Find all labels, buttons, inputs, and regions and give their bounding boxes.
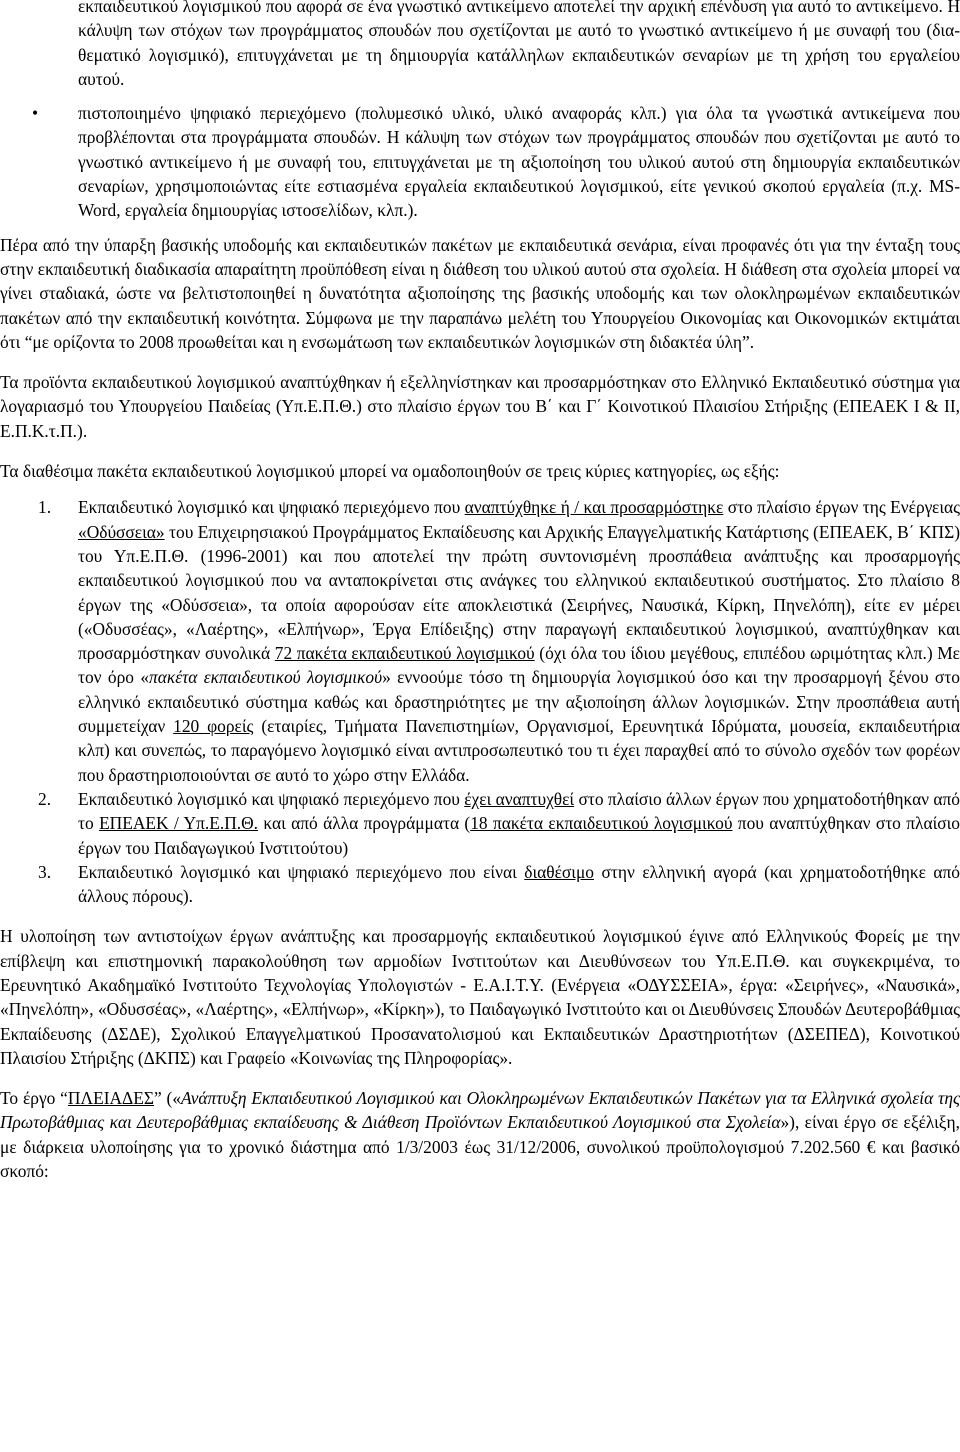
numbered-item-market xyxy=(38,860,960,909)
paragraph-products: Τα προϊόντα εκπαιδευτικού λογισμικού αναπτύχθηκαν ή εξελληνίστηκαν και προσαρμόστηκαν στο Ελληνικό Εκπαιδευτικό σύστημα για λογαριασμό του Υπουργείου Παιδείας (Υπ.Ε.Π.Θ.) στο πλαίσιο έργων του Β΄ και Γ΄ Κοινοτικού Πλαισίου Στήριξης (ΕΠΕΑΕΚ Ι & ΙΙ, Ε.Π.Κ.τ.Π.). xyxy=(0,372,960,441)
bullet-item xyxy=(78,0,960,91)
item-text: Εκπαιδευτικό λογισμικό και ψηφιακό περιεχόμενο που είναι xyxy=(78,861,525,882)
italic-term: πακέτα εκπαιδευτικού λογισμικού xyxy=(149,667,383,688)
item-text: που αναπτύχθηκαν στο πλαίσιο έργων του Παιδαγωγικού Ινστιτούτου) xyxy=(78,813,960,858)
paragraph-categories-intro: Τα διαθέσιμα πακέτα εκπαιδευτικού λογισμικού μπορεί να ομαδοποιηθούν σε τρεις κύριες κατηγορίες, ως εξής: xyxy=(0,461,780,482)
underlined-text: 72 πακέτα εκπαιδευτικού λογισμικού xyxy=(274,643,535,664)
p5-text: Το έργο “ xyxy=(0,1088,68,1109)
item-text: (εταιρίες, Τμήματα Πανεπιστημίων, Οργανισμοί, Ερευνητικά Ιδρύματα, μουσεία, εκπαιδευτήρια κλπ) και συνεπώς, το παραγόμενο λογισμικό είναι αντιπροσωπευτικό του τι έχει παραχθεί από το σύνολο σχεδόν των φορέων που δραστηριοποιούνται σε αυτό το χώρο στην Ελλάδα. xyxy=(78,716,960,785)
underlined-text: διαθέσιμο xyxy=(524,861,594,882)
numbered-item-other-projects xyxy=(38,787,960,860)
italic-project-title: Ανάπτυξη Εκπαιδευτικού Λογισμικού και Ολοκληρωμένων Εκπαιδευτικών Πακέτων για τα Ελληνικά σχολεία της Πρωτοβάθμιας και Δευτεροβάθμιας εκπαίδευσης & Διάθεση Προϊόντων Εκπαιδευτικού Λογισμικού στα Σχολεία xyxy=(0,1088,960,1133)
item-text: και από άλλα προγράμματα ( xyxy=(258,813,471,834)
bullet-item-text: πιστοποιημένο ψηφιακό περιεχόμενο (πολυμεσικό υλικό, υλικό αναφοράς κλπ.) για όλα τα γνωστικά αντικείμενα που προβλέπονται στα προγράμματα σπουδών. Η κάλυψη των στόχων των προγράμματος σπουδών που σχετίζονται με αυτό το γνωστικό αντικείμενο ή με συναφή του, επιτυγχάνεται με τη αξιοποίηση του υλικού αυτού στη δημιουργία εκπαιδευτικών σεναρίων, χρησιμοποιώντας είτε εστιασμένα εργαλεία εκπαιδευτικού λογισμικού, είτε γενικού σκοπού εργαλεία (π.χ. MS-Word, εργαλεία δημιουργίας ιστοσελίδων, κλπ.). xyxy=(78,103,960,221)
paragraph-pleiades xyxy=(0,1086,960,1183)
odyssey-link: «Οδύσσεια» xyxy=(78,521,165,542)
underlined-text: αναπτύχθηκε ή / και προσαρμόστηκε xyxy=(464,497,724,518)
bullet-dot-icon: • xyxy=(32,103,39,124)
item-text: Εκπαιδευτικό λογισμικό και ψηφιακό περιεχόμενο που xyxy=(78,788,465,809)
pleiades-link: ΠΛΕΙΑΔΕΣ xyxy=(67,1088,154,1109)
paragraph-infrastructure: Πέρα από την ύπαρξη βασικής υποδομής και εκπαιδευτικών πακέτων με εκπαιδευτικά σενάρια, είναι προφανές ότι για την ένταξη τους στην εκπαιδευτική διαδικασία απαραίτητη προϋπόθεση είναι η διάθεση του υλικού αυτού στα σχολεία. Η διάθεση στα σχολεία μπορεί να γίνει σταδιακά, ώστε να βελτιστοποιηθεί η δυνατότητα αξιοποίησης της βασικής υποδομής και των ολοκληρωμένων εκπαιδευτικών πακέτων από την εκπαιδευτική κοινότητα. Σύμφωνα με την παραπάνω μελέτη του Υπουργείου Οικονομίας και Οικονομικών εκτιμάται ότι “με ορίζοντα το 2008 προωθείται και η ενσωμάτωση των εκπαιδευτικών λογισμικών στη διδακτέα ύλη”. xyxy=(0,234,960,352)
bullet-item-text: εκπαιδευτικού λογισμικού που αφορά σε ένα γνωστικό αντικείμενο αποτελεί την αρχική επένδυση για αυτό το αντικείμενο. Η κάλυψη των στόχων των προγράμματος σπουδών που σχετίζονται με αυτό το γνωστικό αντικείμενο ή με συναφή του (δια-θεματικό λογισμικό), επιτυγχάνεται με τη δημιουργία κατάλληλων εκπαιδευτικών σεναρίων με τη χρήση του εργαλείου αυτού. xyxy=(78,0,960,89)
p5-text: ” (« xyxy=(153,1088,182,1109)
numbered-list xyxy=(0,495,960,908)
underlined-text: έχει αναπτυχθεί xyxy=(464,788,575,809)
bullet-list xyxy=(0,0,960,223)
item-text: στο πλαίσιο άλλων έργων που χρηματοδοτήθηκαν από το xyxy=(78,788,960,834)
bullet-item xyxy=(32,101,960,222)
numbered-item-odyssey xyxy=(38,495,960,787)
underlined-text: 18 πακέτα εκπαιδευτικού λογισμικού xyxy=(470,813,733,834)
p5-text: »), είναι έργο σε εξέλιξη, με διάρκεια υλοποίησης για το χρονικό διάστημα από 1/3/2003 έως 31/12/2006, συνολικού προϋπολογισμού 7.202.560 € και βασικό σκοπό: xyxy=(0,1112,960,1182)
list-number: 2. xyxy=(38,788,52,809)
list-number: 1. xyxy=(38,497,52,518)
paragraph-implementation: Η υλοποίηση των αντιστοίχων έργων ανάπτυξης και προσαρμογής εκπαιδευτικού λογισμικού έγινε από Ελληνικούς Φορείς με την επίβλεψη και επιστημονική παρακολούθηση των αρμοδίων Ινστιτούτων και Διευθύνσεων του Υπ.Ε.Π.Θ. και συγκεκριμένα, το Ερευνητικό Ακαδημαϊκό Ινστιτούτο Τεχνολογίας Υπολογιστών - Ε.Α.Ι.Τ.Υ. (Ενέργεια «ΟΔΥΣΣΕΙΑ», έργα: «Σειρήνες», «Ναυσικά», «Πηνελόπη», «Οδυσσέας», «Λαέρτης», «Ελπήνωρ», «Κίρκη»), το Παιδαγωγικό Ινστιτούτο και οι Διευθύνσεις Σπουδών Δευτεροβάθμιας Εκπαίδευσης (ΔΣΔΕ), Σχολικού Επαγγελματικού Προσανατολισμού και Εκπαιδευτικών Δραστηριοτήτων (ΔΣΕΠΕΔ), Κοινοτικού Πλαισίου Στήριξης (ΔΚΠΣ) και Γραφείο «Κοινωνίας της Πληροφορίας». xyxy=(0,926,960,1068)
list-number: 3. xyxy=(38,861,52,882)
item-text: του Επιχειρησιακού Προγράμματος Εκπαίδευσης και Αρχικής Επαγγελματικής Κατάρτισης (ΕΠΕΑΕΚ, Β΄ ΚΠΣ) του Υπ.Ε.Π.Θ. (1996-2001) και που αποτελεί την πρώτη συντονισμένη προσπάθεια ανάπτυξης και προσαρμογής εκπαιδευτικού λογισμικού που να ανταποκρίνεται στις ανάγκες του ελληνικού εκπαιδευτικού συστήματος. Στο πλαίσιο 8 έργων της «Οδύσσεια», τα οποία αφορούσαν είτε αποκλειστικά (Σειρήνες, Ναυσικά, Κίρκη, Πηνελόπη), είτε εν μέρει («Οδυσσέας», «Λαέρτης», «Ελπήνωρ», Έργα Επίδειξης) στην παραγωγή εκπαιδευτικού λογισμικού, αναπτύχθηκαν και προσαρμόστηκαν συνολικά xyxy=(78,521,960,664)
item-text: στο πλαίσιο έργων της Ενέργειας xyxy=(723,497,960,518)
item-text: Εκπαιδευτικό λογισμικό και ψηφιακό περιεχόμενο που xyxy=(78,497,465,518)
item-text: στην ελληνική αγορά (και χρηματοδοτήθηκε από άλλους πόρους). xyxy=(78,861,960,907)
item-text: » εννοούμε τόσο τη δημιουργία λογισμικού όσο και την προσαρμογή ξένου στο ελληνικό εκπαιδευτικό σύστημα καθώς και δραστηριότητες με την αξιοποίηση άλλων λογισμικών. Στην προσπάθεια αυτή συμμετείχαν xyxy=(78,667,960,737)
item-text: (όχι όλα του ίδιου μεγέθους, επιπέδου ωριμότητας κλπ.) Με τον όρο « xyxy=(78,643,960,688)
underlined-text: 120 φορείς xyxy=(173,716,254,737)
underlined-text: ΕΠΕΑΕΚ / Υπ.Ε.Π.Θ. xyxy=(99,813,259,834)
